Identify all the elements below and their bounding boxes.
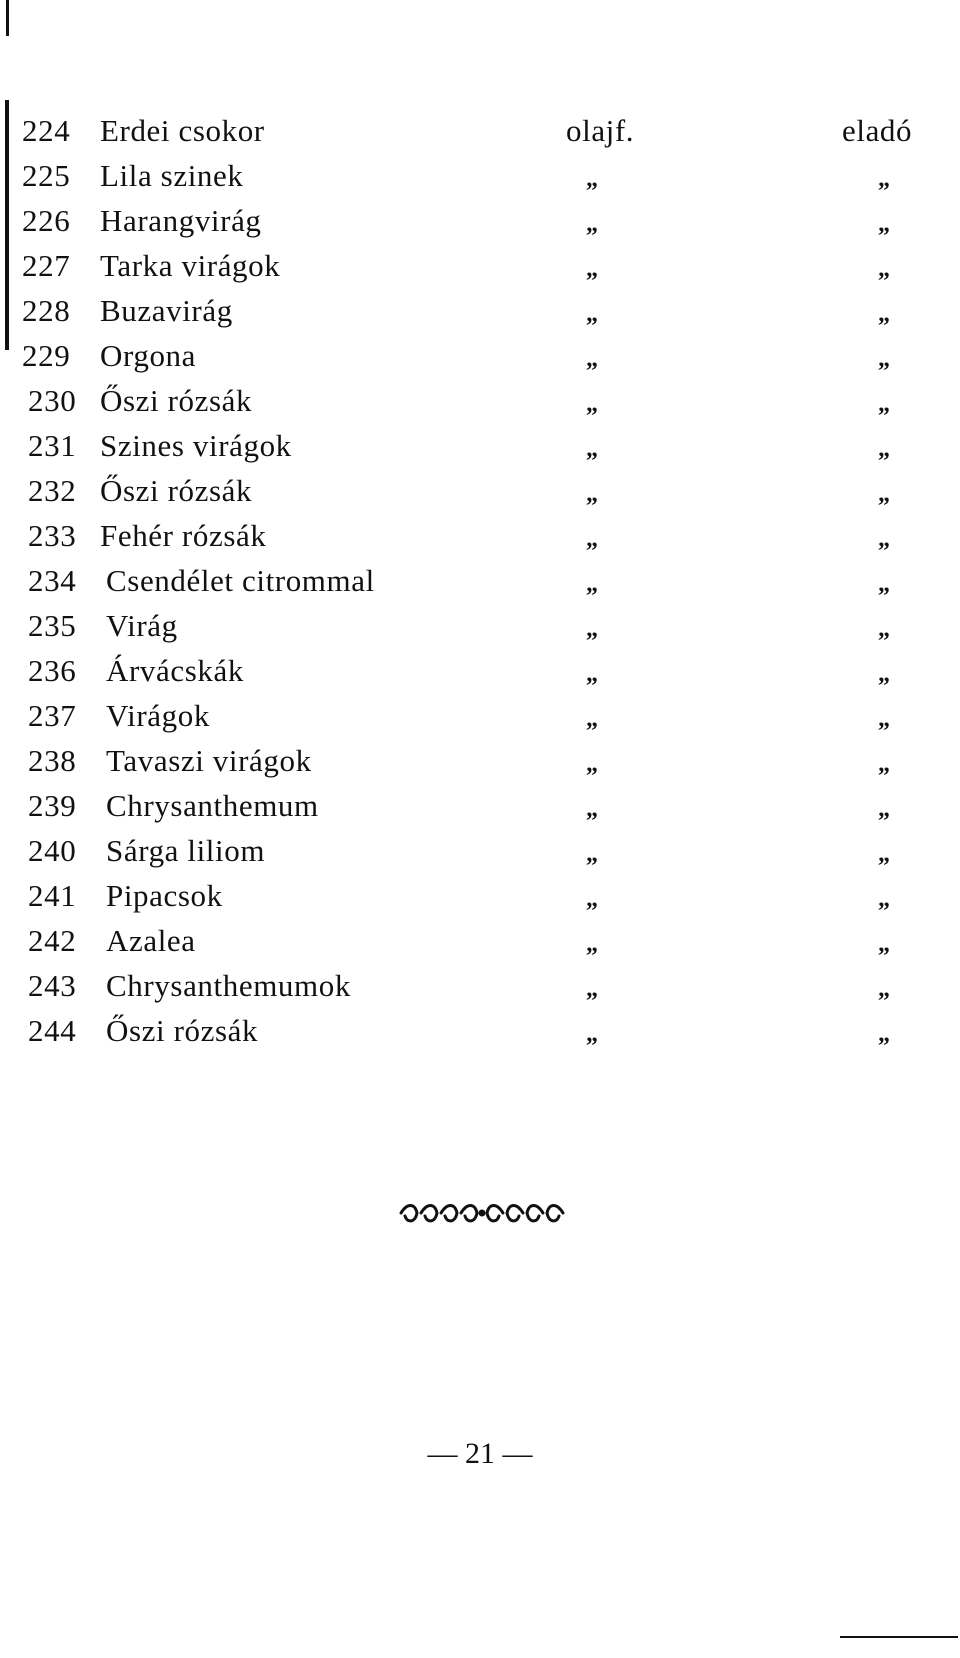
entry-number: 227 [22,248,71,283]
entry-title: Buzavirág [100,293,233,328]
list-item [0,828,960,873]
ditto-mark: „ [878,751,891,777]
entry-title: Tarka virágok [100,248,281,283]
ditto-mark: „ [878,1021,891,1047]
ditto-mark: „ [586,616,599,642]
entry-number: 243 [28,968,77,1003]
list-item [0,873,960,918]
page-number: — 21 — [427,1437,533,1470]
entry-title: Chrysanthemumok [106,968,351,1003]
ditto-mark: „ [586,346,599,372]
ditto-mark: „ [586,976,599,1002]
list-item [0,198,960,243]
ditto-mark: „ [586,211,599,237]
ditto-mark: „ [878,211,891,237]
ditto-mark: „ [878,661,891,687]
entry-number: 232 [28,473,77,508]
artwork-list [0,108,960,1053]
ditto-mark: „ [878,301,891,327]
list-item [0,108,960,153]
entry-title: Lila szinek [100,158,244,193]
ditto-mark: „ [878,256,891,282]
ditto-mark: „ [586,256,599,282]
ditto-mark: „ [586,526,599,552]
list-item [0,738,960,783]
ditto-mark: „ [586,706,599,732]
entry-title: Szines virágok [100,428,292,463]
ditto-mark: „ [586,436,599,462]
entry-number: 233 [28,518,77,553]
ditto-mark: „ [586,931,599,957]
entry-title: Őszi rózsák [100,473,253,508]
ditto-mark: „ [586,796,599,822]
ditto-mark: „ [586,301,599,327]
entry-number: 236 [28,653,77,688]
entry-title: Virágok [106,698,210,733]
ditto-mark: „ [586,481,599,507]
ditto-mark: „ [878,886,891,912]
ditto-mark: „ [878,976,891,1002]
entry-number: 237 [28,698,77,733]
entry-title: Virág [106,608,178,643]
ditto-mark: „ [878,436,891,462]
entry-title: Csendélet citrommal [106,563,375,598]
list-item [0,333,960,378]
entry-status: eladó [842,113,913,148]
ditto-mark: „ [586,391,599,417]
ditto-mark: „ [878,526,891,552]
ditto-mark: „ [586,166,599,192]
entry-number: 244 [28,1013,77,1048]
list-item [0,378,960,423]
ditto-mark: „ [586,751,599,777]
vine-ornament-icon [397,1198,567,1228]
list-item [0,513,960,558]
entry-number: 229 [22,338,71,373]
ditto-mark: „ [878,481,891,507]
list-item [0,1008,960,1053]
entry-medium: olajf. [566,113,635,148]
entry-title: Árvácskák [106,653,244,688]
ditto-mark: „ [586,571,599,597]
list-item [0,153,960,198]
entry-number: 242 [28,923,77,958]
list-item [0,243,960,288]
ditto-mark: „ [878,571,891,597]
entry-number: 230 [28,383,77,418]
entry-number: 226 [22,203,71,238]
entry-title: Pipacsok [106,878,223,913]
entry-title: Őszi rózsák [100,383,253,418]
entry-title: Azalea [106,923,196,958]
ditto-mark: „ [878,391,891,417]
list-item [0,693,960,738]
entry-title: Chrysanthemum [106,788,319,823]
ditto-mark: „ [878,346,891,372]
ditto-mark: „ [586,886,599,912]
list-item [0,963,960,1008]
ditto-mark: „ [586,661,599,687]
list-item [0,288,960,333]
entry-number: 239 [28,788,77,823]
list-item [0,603,960,648]
scan-edge-mark [840,1636,958,1638]
entry-number: 234 [28,563,77,598]
entry-title: Erdei csokor [100,113,265,148]
entry-number: 231 [28,428,77,463]
entry-number: 238 [28,743,77,778]
ditto-mark: „ [878,796,891,822]
entry-number: 224 [22,113,71,148]
ditto-mark: „ [878,931,891,957]
entry-number: 241 [28,878,77,913]
entry-title: Fehér rózsák [100,518,267,553]
entry-number: 235 [28,608,77,643]
entry-number: 240 [28,833,77,868]
ditto-mark: „ [878,166,891,192]
scan-edge-mark [6,0,9,36]
entry-title: Tavaszi virágok [106,743,312,778]
entry-number: 228 [22,293,71,328]
entry-title: Harangvirág [100,203,262,238]
list-item [0,918,960,963]
ditto-mark: „ [878,706,891,732]
entry-title: Orgona [100,338,197,373]
list-item [0,468,960,513]
list-item [0,648,960,693]
entry-title: Sárga liliom [106,833,266,868]
ditto-mark: „ [586,841,599,867]
list-item [0,558,960,603]
ditto-mark: „ [586,1021,599,1047]
ditto-mark: „ [878,841,891,867]
entry-number: 225 [22,158,71,193]
list-item [0,423,960,468]
ditto-mark: „ [878,616,891,642]
list-item [0,783,960,828]
entry-title: Őszi rózsák [106,1013,259,1048]
